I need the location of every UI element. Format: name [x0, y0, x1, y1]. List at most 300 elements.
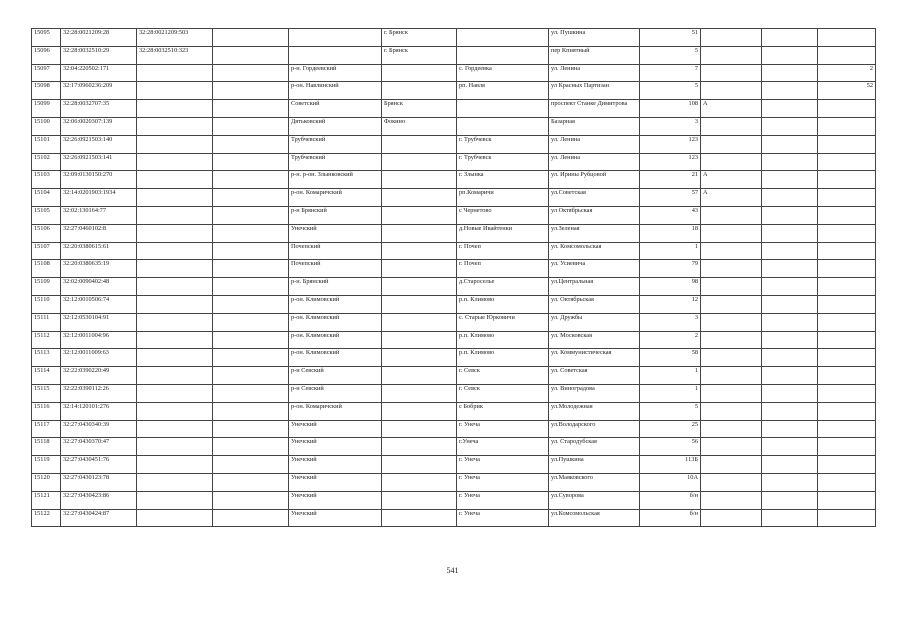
- cell-cadastral-number-2: [137, 206, 213, 224]
- cell-id: 15116: [32, 402, 61, 420]
- cell-house-letter: [701, 206, 762, 224]
- cell-city: [382, 473, 457, 491]
- cell-empty-col11: [762, 331, 818, 349]
- cell-district: Унечский: [289, 509, 382, 527]
- cell-locality: г. Почеп: [457, 242, 549, 260]
- cell-locality: г. Злынка: [457, 171, 549, 189]
- cell-cadastral-number: 32:20:0380635:19: [61, 260, 137, 278]
- cell-district: Унечский: [289, 420, 382, 438]
- cell-cadastral-number-2: [137, 189, 213, 207]
- page-number: 541: [446, 566, 459, 575]
- cell-apartment: 52: [818, 82, 876, 100]
- cell-house-number: 57: [640, 189, 701, 207]
- cell-locality: д.Староселье: [457, 278, 549, 296]
- cell-district: р-н Севский: [289, 367, 382, 385]
- cell-locality: [457, 100, 549, 118]
- cell-house-number: 18: [640, 224, 701, 242]
- cell-apartment: [818, 420, 876, 438]
- cell-house-letter: [701, 46, 762, 64]
- table-row: [32, 171, 876, 189]
- cell-house-letter: [701, 349, 762, 367]
- cell-id: 15122: [32, 509, 61, 527]
- cell-cadastral-number-2: [137, 402, 213, 420]
- cell-id: 15101: [32, 135, 61, 153]
- cell-empty-col11: [762, 189, 818, 207]
- cell-locality: [457, 29, 549, 47]
- cell-city: г. Брянск: [382, 46, 457, 64]
- cell-cadastral-number-2: [137, 171, 213, 189]
- cell-house-letter: А: [701, 189, 762, 207]
- cell-apartment: [818, 384, 876, 402]
- cell-apartment: [818, 189, 876, 207]
- cell-cadastral-number: 32:14:120101:276: [61, 402, 137, 420]
- cell-cadastral-number-2: [137, 242, 213, 260]
- cell-street: ул. Дружбы: [549, 313, 640, 331]
- cell-empty-col11: [762, 367, 818, 385]
- cell-house-number: 12: [640, 295, 701, 313]
- cell-cadastral-number: 32:02:0090402:48: [61, 278, 137, 296]
- cell-id: 15099: [32, 100, 61, 118]
- cell-district: р-он. Комаричский: [289, 189, 382, 207]
- cell-district: Унечский: [289, 456, 382, 474]
- cell-empty-col4: [213, 242, 289, 260]
- cell-city: [382, 295, 457, 313]
- cell-empty-col11: [762, 384, 818, 402]
- cell-house-number: 1: [640, 242, 701, 260]
- cell-apartment: [818, 224, 876, 242]
- cell-cadastral-number-2: [137, 278, 213, 296]
- cell-cadastral-number: 32:28:0032707:35: [61, 100, 137, 118]
- cell-cadastral-number-2: [137, 349, 213, 367]
- cell-empty-col4: [213, 46, 289, 64]
- cell-district: Трубчевский: [289, 135, 382, 153]
- cell-apartment: [818, 313, 876, 331]
- cell-empty-col11: [762, 29, 818, 47]
- cell-empty-col11: [762, 153, 818, 171]
- cell-house-number: 58: [640, 349, 701, 367]
- cell-street: ул. Пушкина: [549, 29, 640, 47]
- cell-empty-col4: [213, 153, 289, 171]
- cell-house-letter: [701, 367, 762, 385]
- cell-house-letter: [701, 473, 762, 491]
- cell-house-letter: [701, 29, 762, 47]
- cell-id: 15096: [32, 46, 61, 64]
- cell-district: Унечский: [289, 438, 382, 456]
- cell-empty-col11: [762, 509, 818, 527]
- cell-cadastral-number: 32:27:0430340:39: [61, 420, 137, 438]
- cell-house-letter: [701, 331, 762, 349]
- cell-id: 15104: [32, 189, 61, 207]
- cell-id: 15114: [32, 367, 61, 385]
- cell-id: 15112: [32, 331, 61, 349]
- cell-locality: с. Старые Юрковичи: [457, 313, 549, 331]
- cell-street: ул. Виноградова: [549, 384, 640, 402]
- cell-locality: р.п. Климово: [457, 295, 549, 313]
- cell-street: ул.Маяковского: [549, 473, 640, 491]
- cell-street: ул.Молодежная: [549, 402, 640, 420]
- cell-empty-col4: [213, 117, 289, 135]
- cell-locality: д.Новые Ивайтенки: [457, 224, 549, 242]
- cell-cadastral-number: 32:26:0921503:141: [61, 153, 137, 171]
- cell-cadastral-number-2: [137, 420, 213, 438]
- cell-cadastral-number: 32:27:0430451:76: [61, 456, 137, 474]
- cell-house-letter: [701, 456, 762, 474]
- cell-apartment: [818, 491, 876, 509]
- cell-cadastral-number: 32:27:0430123:78: [61, 473, 137, 491]
- cell-street: ул. Октябрьская: [549, 295, 640, 313]
- table-row: [32, 402, 876, 420]
- cell-locality: с Бобрик: [457, 402, 549, 420]
- table-row: [32, 295, 876, 313]
- cell-apartment: [818, 349, 876, 367]
- cell-id: 15110: [32, 295, 61, 313]
- cell-house-letter: [701, 420, 762, 438]
- cell-empty-col4: [213, 100, 289, 118]
- cell-city: [382, 438, 457, 456]
- cell-apartment: [818, 100, 876, 118]
- cell-empty-col4: [213, 456, 289, 474]
- cell-street: ул. Комсомольская: [549, 242, 640, 260]
- cell-cadastral-number: 32:28:0032510:29: [61, 46, 137, 64]
- cell-locality: рп. Навля: [457, 82, 549, 100]
- cell-house-letter: [701, 153, 762, 171]
- cell-empty-col4: [213, 313, 289, 331]
- cell-cadastral-number-2: [137, 367, 213, 385]
- cell-empty-col11: [762, 349, 818, 367]
- cell-district: Почепский: [289, 242, 382, 260]
- cell-house-letter: [701, 242, 762, 260]
- cell-locality: г. Унеча: [457, 491, 549, 509]
- cell-house-letter: [701, 295, 762, 313]
- cell-city: [382, 171, 457, 189]
- cell-cadastral-number-2: 32:28:0032510:323: [137, 46, 213, 64]
- cell-id: 15120: [32, 473, 61, 491]
- cell-apartment: [818, 242, 876, 260]
- table-row: [32, 46, 876, 64]
- cell-apartment: [818, 206, 876, 224]
- cell-apartment: [818, 295, 876, 313]
- cell-cadastral-number-2: [137, 331, 213, 349]
- table-row: [32, 420, 876, 438]
- cell-cadastral-number: 32:12:0530104:91: [61, 313, 137, 331]
- cell-house-number: 56: [640, 438, 701, 456]
- cell-empty-col4: [213, 278, 289, 296]
- cell-cadastral-number: 32:12:0011009:63: [61, 349, 137, 367]
- cell-id: 15108: [32, 260, 61, 278]
- cell-district: Трубчевский: [289, 153, 382, 171]
- cell-city: [382, 206, 457, 224]
- cell-locality: г. Почеп: [457, 260, 549, 278]
- table-row: [32, 242, 876, 260]
- cell-cadastral-number: 32:22:0390112:26: [61, 384, 137, 402]
- cell-empty-col11: [762, 242, 818, 260]
- cell-house-letter: [701, 491, 762, 509]
- cell-street: Базарная: [549, 117, 640, 135]
- cell-street: ул. Ирины Рубцовой: [549, 171, 640, 189]
- cell-cadastral-number-2: [137, 473, 213, 491]
- cell-cadastral-number: 32:27:0460102:8: [61, 224, 137, 242]
- cell-street: пер Кпнятный: [549, 46, 640, 64]
- table-row: [32, 260, 876, 278]
- cell-district: р-он. Климовский: [289, 331, 382, 349]
- cell-empty-col11: [762, 491, 818, 509]
- cell-district: Унечский: [289, 473, 382, 491]
- table-row: [32, 331, 876, 349]
- cell-locality: г. Унеча: [457, 456, 549, 474]
- table-row: [32, 473, 876, 491]
- cell-house-number: 1: [640, 367, 701, 385]
- cell-district: р-н. р-он. Злынковский: [289, 171, 382, 189]
- cell-city: [382, 402, 457, 420]
- cell-city: [382, 278, 457, 296]
- cell-house-letter: [701, 384, 762, 402]
- cell-id: 15103: [32, 171, 61, 189]
- cell-cadastral-number: 32:28:0021209:28: [61, 29, 137, 47]
- table-row: [32, 135, 876, 153]
- cell-id: 15106: [32, 224, 61, 242]
- cell-empty-col4: [213, 349, 289, 367]
- cell-cadastral-number-2: [137, 135, 213, 153]
- cell-empty-col4: [213, 402, 289, 420]
- cell-city: [382, 349, 457, 367]
- cell-cadastral-number-2: [137, 456, 213, 474]
- cell-apartment: [818, 46, 876, 64]
- cell-apartment: [818, 135, 876, 153]
- cell-empty-col11: [762, 420, 818, 438]
- cell-district: Унечский: [289, 491, 382, 509]
- table-row: [32, 189, 876, 207]
- table-row: [32, 491, 876, 509]
- cell-cadastral-number: 32:22:0390220:49: [61, 367, 137, 385]
- cell-empty-col4: [213, 384, 289, 402]
- cell-house-letter: [701, 260, 762, 278]
- cell-house-letter: [701, 224, 762, 242]
- cell-apartment: [818, 117, 876, 135]
- cell-cadastral-number-2: [137, 491, 213, 509]
- table-row: [32, 438, 876, 456]
- cell-house-number: 98: [640, 278, 701, 296]
- cell-house-number: 1: [640, 384, 701, 402]
- cell-apartment: [818, 438, 876, 456]
- cell-id: 15109: [32, 278, 61, 296]
- cell-city: [382, 313, 457, 331]
- cell-empty-col4: [213, 438, 289, 456]
- cell-house-number: 7: [640, 64, 701, 82]
- cell-cadastral-number-2: [137, 153, 213, 171]
- cell-locality: г. Трубчевск: [457, 153, 549, 171]
- cell-city: [382, 367, 457, 385]
- cell-cadastral-number: 32:09:0130150:270: [61, 171, 137, 189]
- cell-street: ул. Коммунистическая: [549, 349, 640, 367]
- cell-empty-col4: [213, 206, 289, 224]
- cell-apartment: [818, 367, 876, 385]
- cell-cadastral-number: 32:06:0020307:139: [61, 117, 137, 135]
- cell-house-letter: [701, 278, 762, 296]
- cell-house-number: 3: [640, 117, 701, 135]
- cell-city: [382, 153, 457, 171]
- cell-city: [382, 491, 457, 509]
- cell-cadastral-number-2: [137, 117, 213, 135]
- cell-district: р-он. Климовский: [289, 349, 382, 367]
- cell-empty-col11: [762, 278, 818, 296]
- cell-district: р-н Брянский: [289, 206, 382, 224]
- cell-street: ул.Пушкина: [549, 456, 640, 474]
- table-row: [32, 29, 876, 47]
- cell-house-letter: [701, 438, 762, 456]
- cell-district: Почепский: [289, 260, 382, 278]
- cell-house-letter: [701, 313, 762, 331]
- cell-house-number: б/н: [640, 509, 701, 527]
- cell-empty-col4: [213, 295, 289, 313]
- cell-locality: г.Унеча: [457, 438, 549, 456]
- cell-locality: г. Унеча: [457, 473, 549, 491]
- cell-house-number: 5: [640, 82, 701, 100]
- cell-street: ул. Московская: [549, 331, 640, 349]
- cell-empty-col11: [762, 117, 818, 135]
- cell-locality: с. Гордеевка: [457, 64, 549, 82]
- cell-cadastral-number: 32:12:0010506:74: [61, 295, 137, 313]
- cell-cadastral-number-2: [137, 438, 213, 456]
- cell-street: ул.Советская: [549, 189, 640, 207]
- cell-city: [382, 420, 457, 438]
- cell-empty-col11: [762, 64, 818, 82]
- cell-street: ул. Стародубская: [549, 438, 640, 456]
- cell-empty-col11: [762, 171, 818, 189]
- cell-city: Фокино: [382, 117, 457, 135]
- cell-house-number: 2: [640, 331, 701, 349]
- cell-locality: г. Севск: [457, 367, 549, 385]
- cell-house-letter: [701, 135, 762, 153]
- registry-table: [31, 28, 876, 527]
- cell-cadastral-number-2: [137, 509, 213, 527]
- cell-house-letter: [701, 402, 762, 420]
- cell-empty-col11: [762, 402, 818, 420]
- cell-street: ул.Суворова: [549, 491, 640, 509]
- cell-cadastral-number-2: [137, 224, 213, 242]
- cell-cadastral-number-2: [137, 82, 213, 100]
- table-row: [32, 349, 876, 367]
- cell-city: [382, 384, 457, 402]
- cell-street: ул.Центральная: [549, 278, 640, 296]
- cell-district: р-он. Климовский: [289, 295, 382, 313]
- cell-locality: р.п. Климово: [457, 349, 549, 367]
- cell-locality: с Чернетово: [457, 206, 549, 224]
- cell-city: [382, 82, 457, 100]
- cell-id: 15107: [32, 242, 61, 260]
- cell-empty-col11: [762, 206, 818, 224]
- cell-id: 15102: [32, 153, 61, 171]
- cell-cadastral-number-2: [137, 313, 213, 331]
- cell-house-number: 43: [640, 206, 701, 224]
- cell-city: [382, 64, 457, 82]
- cell-street: ул. Ленина: [549, 135, 640, 153]
- cell-empty-col11: [762, 313, 818, 331]
- cell-id: 15117: [32, 420, 61, 438]
- cell-district: р-н. Брянский: [289, 278, 382, 296]
- cell-cadastral-number-2: [137, 295, 213, 313]
- cell-apartment: [818, 402, 876, 420]
- cell-id: 15111: [32, 313, 61, 331]
- cell-street: ул. Усиевича: [549, 260, 640, 278]
- table-row: [32, 456, 876, 474]
- cell-apartment: [818, 278, 876, 296]
- cell-house-number: б/н: [640, 491, 701, 509]
- cell-city: [382, 189, 457, 207]
- cell-street: ул. Ленина: [549, 64, 640, 82]
- cell-house-letter: [701, 117, 762, 135]
- cell-id: 15100: [32, 117, 61, 135]
- cell-city: г. Брянск: [382, 29, 457, 47]
- cell-house-letter: [701, 64, 762, 82]
- cell-house-number: 5: [640, 402, 701, 420]
- cell-locality: [457, 117, 549, 135]
- cell-id: 15118: [32, 438, 61, 456]
- cell-cadastral-number: 32:20:0380615:61: [61, 242, 137, 260]
- cell-district: р-он. Климовский: [289, 313, 382, 331]
- cell-empty-col11: [762, 82, 818, 100]
- cell-house-number: 3: [640, 313, 701, 331]
- cell-empty-col11: [762, 295, 818, 313]
- cell-house-number: 113Б: [640, 456, 701, 474]
- cell-city: [382, 260, 457, 278]
- cell-locality: р.п. Климово: [457, 331, 549, 349]
- cell-city: [382, 456, 457, 474]
- cell-empty-col11: [762, 456, 818, 474]
- cell-city: [382, 331, 457, 349]
- cell-empty-col4: [213, 331, 289, 349]
- cell-district: Дятьковский: [289, 117, 382, 135]
- cell-empty-col4: [213, 260, 289, 278]
- cell-house-letter: [701, 509, 762, 527]
- table-row: [32, 153, 876, 171]
- cell-city: [382, 242, 457, 260]
- cell-apartment: [818, 260, 876, 278]
- cell-apartment: [818, 456, 876, 474]
- cell-house-number: 51: [640, 29, 701, 47]
- table-row: [32, 509, 876, 527]
- cell-id: 15097: [32, 64, 61, 82]
- cell-id: 15119: [32, 456, 61, 474]
- cell-district: Советский: [289, 100, 382, 118]
- cell-house-number: 5: [640, 46, 701, 64]
- cell-id: 15121: [32, 491, 61, 509]
- table-row: [32, 206, 876, 224]
- cell-apartment: [818, 153, 876, 171]
- cell-id: 15115: [32, 384, 61, 402]
- cell-street: ул Октябрьская: [549, 206, 640, 224]
- cell-locality: г. Унеча: [457, 509, 549, 527]
- cell-city: [382, 509, 457, 527]
- cell-district: р-он. Комаричский: [289, 402, 382, 420]
- cell-empty-col4: [213, 189, 289, 207]
- cell-city: [382, 135, 457, 153]
- cell-house-number: 123: [640, 153, 701, 171]
- cell-house-letter: [701, 82, 762, 100]
- cell-id: 15113: [32, 349, 61, 367]
- cell-locality: [457, 46, 549, 64]
- cell-district: р-н Севский: [289, 384, 382, 402]
- cell-street: ул.Зеленая: [549, 224, 640, 242]
- table-row: [32, 384, 876, 402]
- cell-empty-col11: [762, 100, 818, 118]
- cell-street: ул.Комсомольская: [549, 509, 640, 527]
- cell-id: 15105: [32, 206, 61, 224]
- cell-id: 15095: [32, 29, 61, 47]
- cell-cadastral-number-2: 32:28:0021209:503: [137, 29, 213, 47]
- cell-district: р-он. Навлинский: [289, 82, 382, 100]
- cell-cadastral-number-2: [137, 100, 213, 118]
- cell-street: ул Красных Партизан: [549, 82, 640, 100]
